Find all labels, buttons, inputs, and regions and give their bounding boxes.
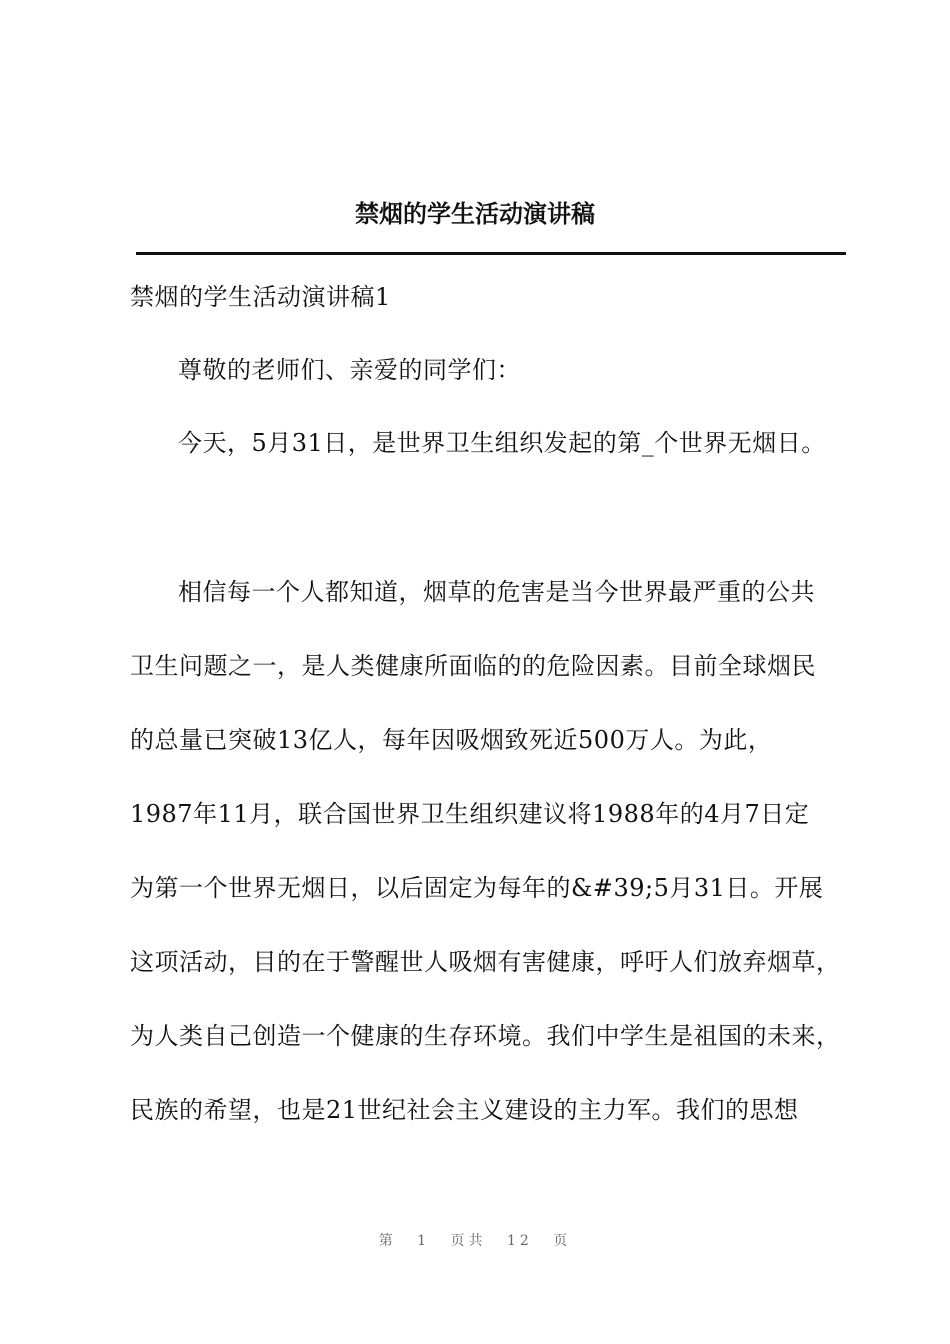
footer-mid: 页共 — [450, 1233, 487, 1249]
footer-suffix: 页 — [553, 1233, 572, 1249]
body-line: 这项活动，目的在于警醒世人吸烟有害健康，呼吁人们放弃烟草， — [130, 948, 841, 976]
footer-total-pages: 12 — [507, 1233, 533, 1249]
body-line: 为人类自己创造一个健康的生存环境。我们中学生是祖国的未来， — [130, 1022, 841, 1050]
body-line: 相信每一个人都知道，烟草的危害是当今世界最严重的公共 — [178, 578, 815, 606]
title-divider — [136, 252, 846, 255]
body-line: 为第一个世界无烟日，以后固定为每年的&#39;5月31日。开展 — [130, 874, 824, 902]
body-line: 民族的希望，也是21世纪社会主义建设的主力军。我们的思想 — [130, 1096, 799, 1124]
section-heading: 禁烟的学生活动演讲稿1 — [130, 283, 391, 311]
footer-prefix: 第 — [378, 1233, 397, 1249]
body-line: 的总量已突破13亿人，每年因吸烟致死近500万人。为此， — [130, 726, 773, 754]
page-title: 禁烟的学生活动演讲稿 — [355, 199, 595, 228]
greeting-paragraph: 尊敬的老师们、亲爱的同学们： — [178, 356, 521, 384]
page-footer — [0, 1230, 950, 1250]
body-line: 卫生问题之一，是人类健康所面临的的危险因素。目前全球烟民 — [130, 652, 816, 680]
intro-paragraph: 今天，5月31日，是世界卫生组织发起的第_个世界无烟日。 — [178, 429, 826, 457]
body-line: 1987年11月，联合国世界卫生组织建议将1988年的4月7日定 — [130, 800, 810, 828]
footer-current-page: 1 — [417, 1233, 431, 1249]
